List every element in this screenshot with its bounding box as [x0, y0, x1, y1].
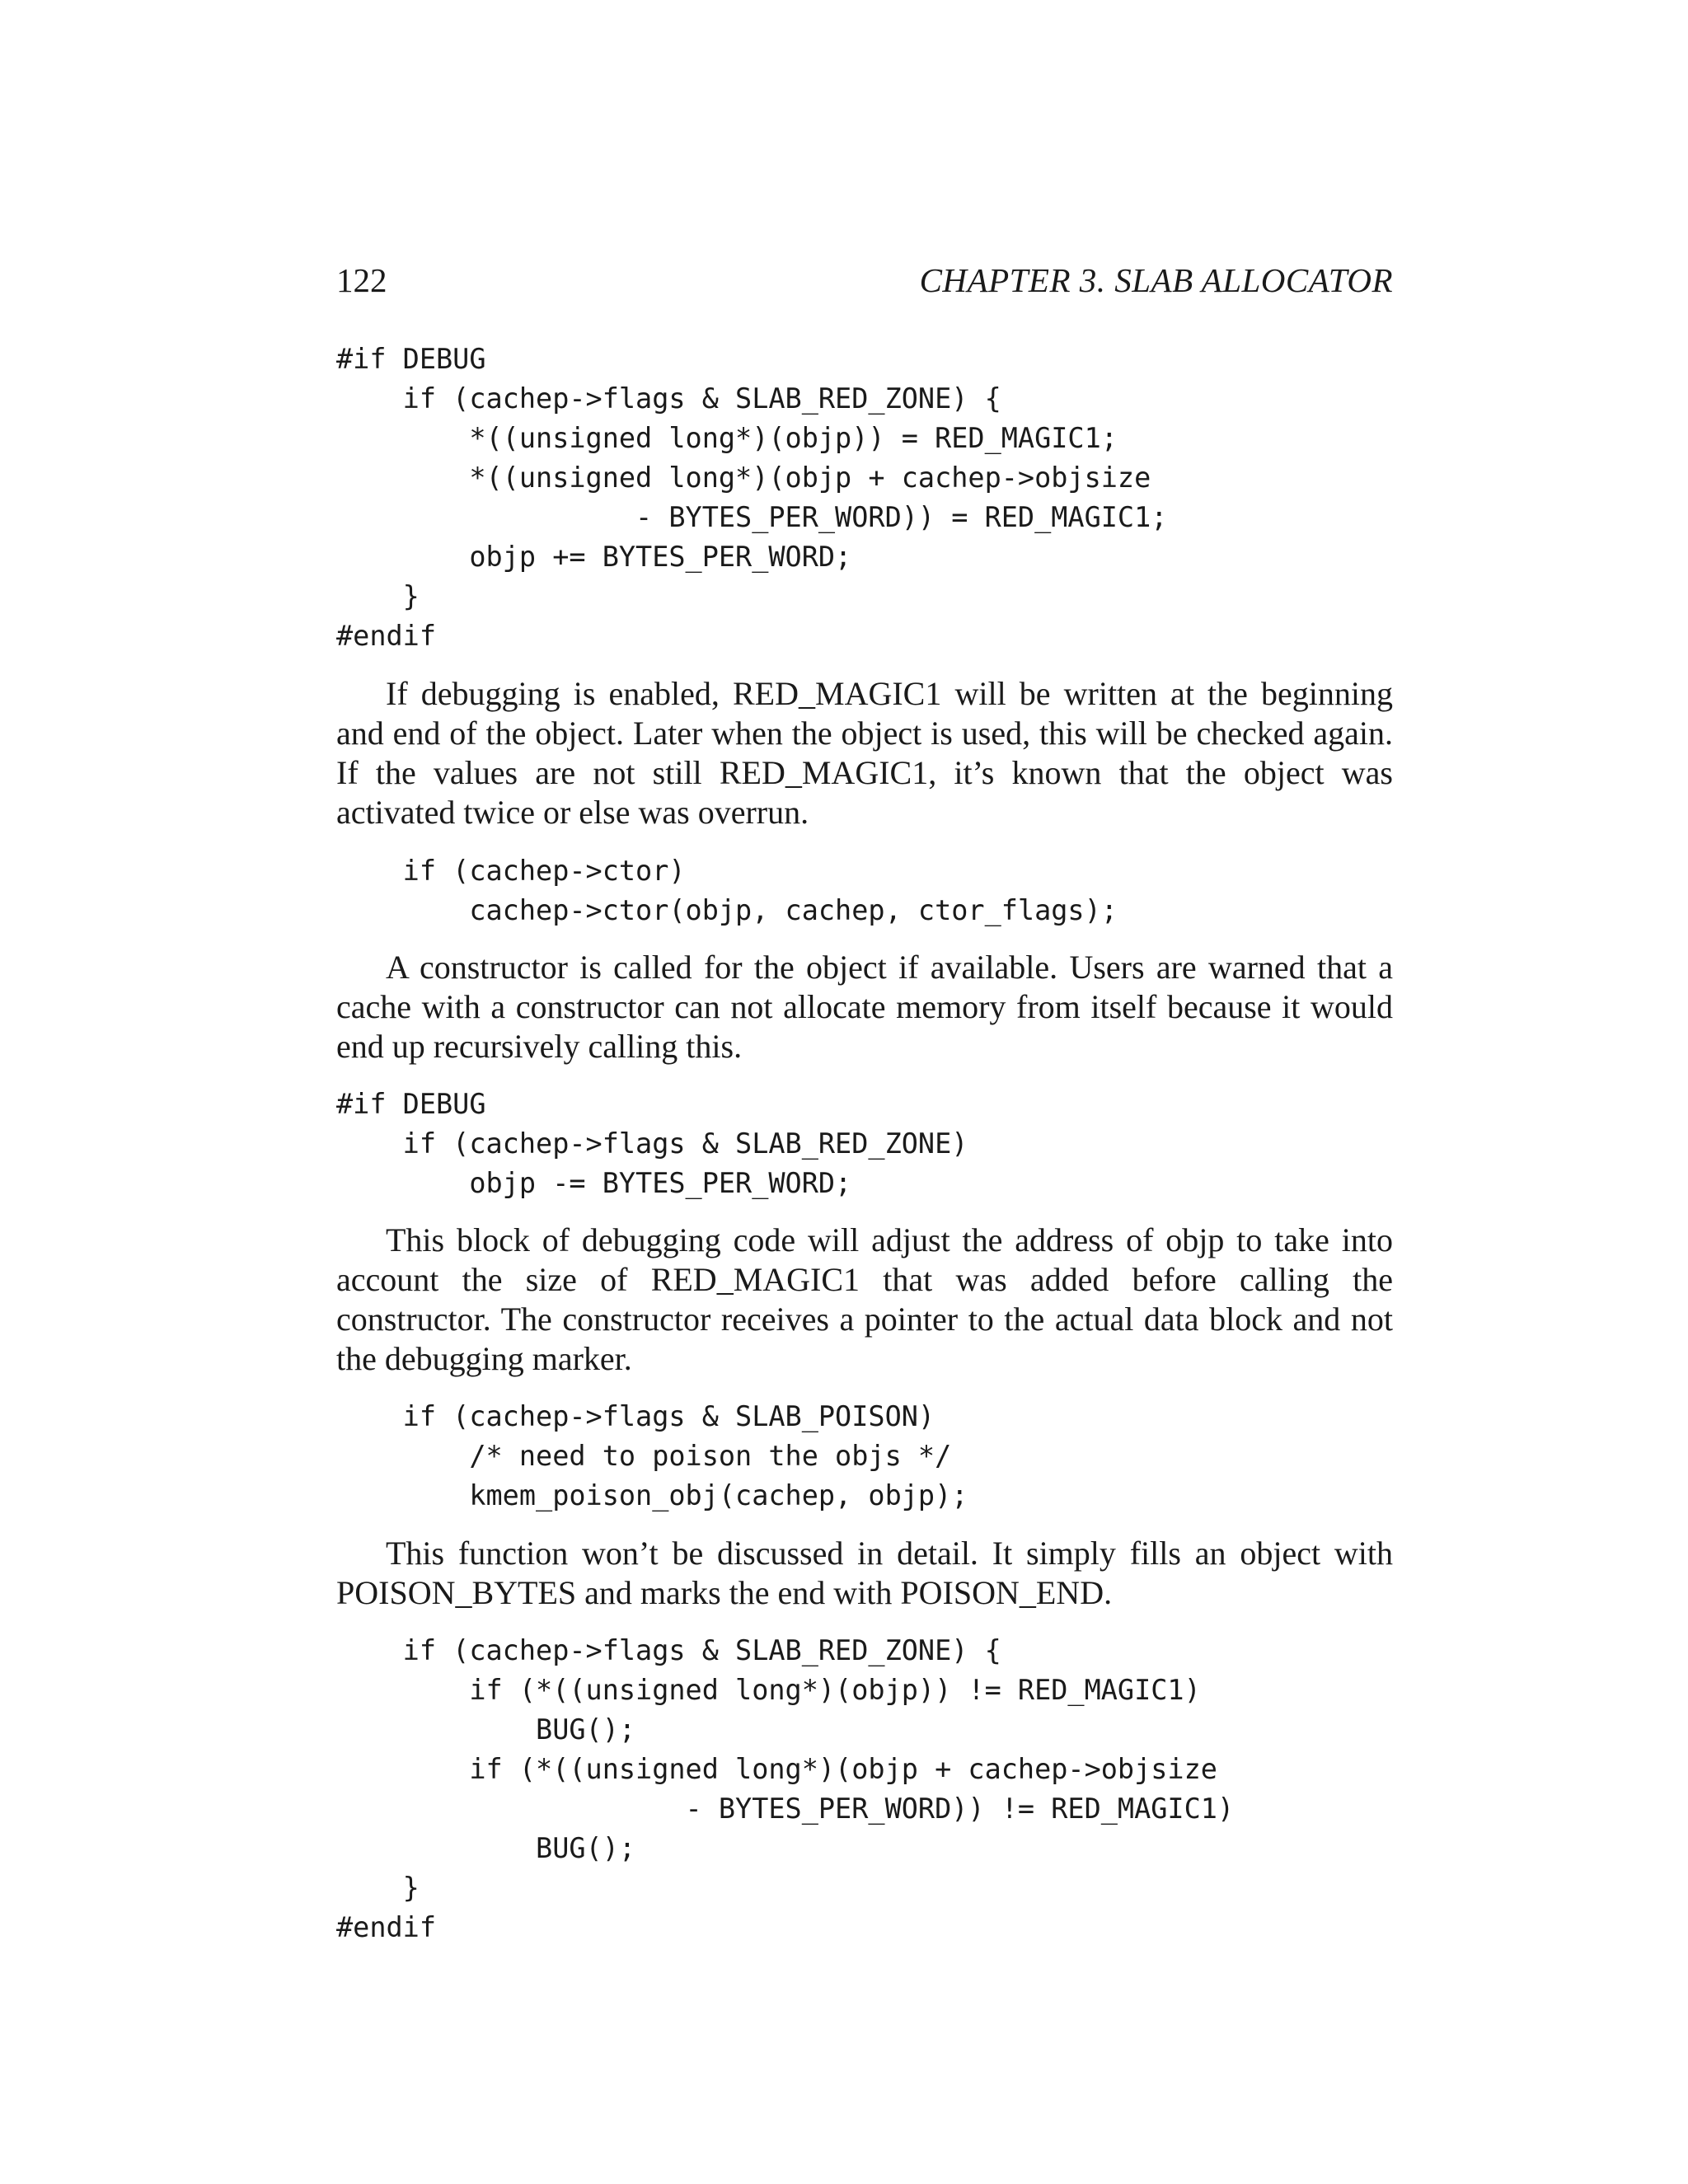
document-page	[336, 255, 1393, 1947]
paragraph-poison: This function won’t be discussed in detail. It simply fills an object with POISON_BYTES and marks the end with POISON_END.	[336, 1535, 1393, 1611]
paragraph-debug-adjust: This block of debugging code will adjust the address of objp to take into account the size of RED_MAGIC1 that was added before calling the constructor. The constructor receives a pointer to the actual data block and not the debugging marker.	[336, 1221, 1393, 1377]
code-block-adjust-objp: #if DEBUG if (cachep->flags & SLAB_RED_ZONE) objp -= BYTES_PER_WORD;	[336, 1088, 968, 1199]
paragraph-constructor: A constructor is called for the object if available. Users are warned that a cache with a constructor can not allocate memory from itself because it would end up recursively calling this.	[336, 949, 1393, 1065]
code-block-constructor: if (cachep->ctor) cachep->ctor(objp, cachep, ctor_flags);	[402, 855, 1118, 926]
paragraph-red-magic: If debugging is enabled, RED_MAGIC1 will be written at the beginning and end of the object. Later when the object is used, this will be checked again. If the values are not still RED_MAGIC1, it’s known that the object was activated twice or else was overrun.	[336, 675, 1393, 831]
running-head	[336, 255, 1393, 305]
code-block-red-zone-check: if (cachep->flags & SLAB_RED_ZONE) { if (*((unsigned long*)(objp)) != RED_MAGIC1) BUG(); if (*((unsigned long*)(objp + cachep->objsize - BYTES_PER_WORD)) != RED_MAGIC1) BUG(); } #endif	[336, 1634, 1235, 1943]
page-number: 122	[336, 261, 387, 299]
code-block-red-zone-init: #if DEBUG if (cachep->flags & SLAB_RED_ZONE) { *((unsigned long*)(objp)) = RED_MAGIC1; *((unsigned long*)(objp + cachep->objsize - BYTES_PER_WORD)) = RED_MAGIC1; objp += BYTES_PER_WORD; } #endif	[336, 343, 1168, 652]
chapter-title: CHAPTER 3. SLAB ALLOCATOR	[919, 261, 1393, 299]
code-block-poison: if (cachep->flags & SLAB_POISON) /* need to poison the objs */ kmem_poison_obj(cachep, objp);	[402, 1400, 968, 1511]
